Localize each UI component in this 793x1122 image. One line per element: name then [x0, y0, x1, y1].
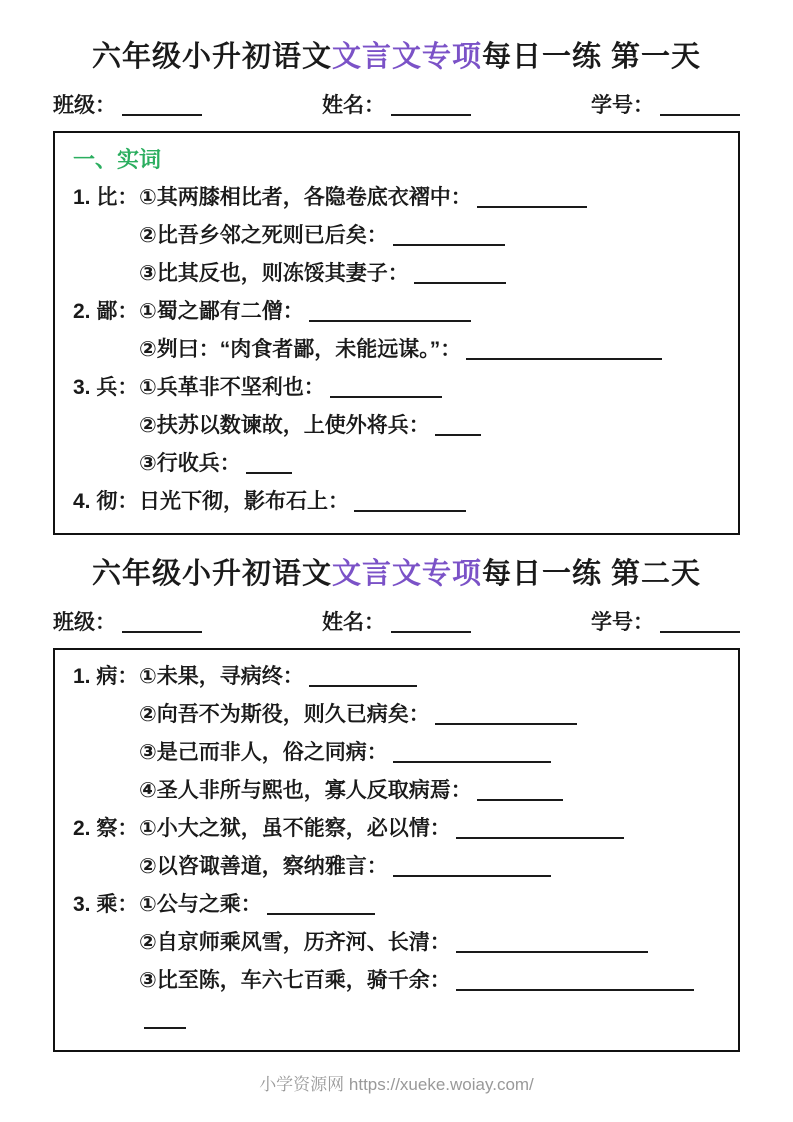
info-field — [591, 91, 740, 121]
exercise-item — [73, 483, 720, 521]
line-text: ①未果，寻病终： — [139, 664, 304, 688]
exercise-line — [139, 407, 720, 445]
line-text: ①蜀之鄙有二僧： — [139, 299, 304, 323]
line-text: ②自京师乘风雪，历齐河、长清： — [139, 930, 451, 954]
answer-blank-line — [330, 396, 442, 398]
line-text: ②刿曰：“肉食者鄙，未能远谋。”： — [139, 337, 462, 361]
worksheet-section — [53, 557, 740, 1052]
item-word: 病： — [96, 664, 139, 688]
item-lines — [139, 810, 720, 886]
exercise-line — [139, 962, 720, 1000]
exercise-item — [73, 179, 720, 293]
field-label: 班级： — [53, 610, 116, 634]
item-number: 4. — [73, 489, 91, 513]
item-label — [73, 810, 139, 886]
field-blank-line — [660, 114, 740, 116]
info-field — [591, 608, 740, 638]
exercise-line — [139, 217, 720, 255]
exercise-line — [139, 734, 720, 772]
answer-blank-line — [435, 434, 481, 436]
exercise-item — [73, 658, 720, 810]
title-text: 六年级小升初语文 — [91, 41, 332, 73]
line-text: ②向吾不为斯役，则久已病矣： — [139, 702, 430, 726]
exercise-line — [139, 696, 720, 734]
field-label: 姓名： — [322, 93, 385, 117]
item-word: 察： — [96, 816, 139, 840]
info-field — [322, 608, 471, 638]
item-word: 兵： — [96, 375, 139, 399]
exercise-line — [139, 658, 720, 696]
answer-blank-line — [309, 685, 417, 687]
field-blank-line — [391, 114, 471, 116]
info-field — [53, 91, 202, 121]
answer-blank-line — [246, 472, 292, 474]
answer-blank-line — [393, 761, 551, 763]
exercise-item — [73, 886, 720, 1038]
field-blank-line — [391, 631, 471, 633]
item-word: 彻： — [96, 489, 139, 513]
item-number: 3. — [73, 892, 91, 916]
item-number: 2. — [73, 816, 91, 840]
line-text: ②以咨诹善道，察纳雅言： — [139, 854, 388, 878]
line-text: ③是己而非人，俗之同病： — [139, 740, 388, 764]
info-field — [322, 91, 471, 121]
exercise-line — [139, 483, 720, 521]
exercise-line — [139, 810, 720, 848]
item-label — [73, 658, 139, 810]
item-label — [73, 179, 139, 293]
exercise-line — [139, 445, 720, 483]
line-text: ①公与之乘： — [139, 892, 262, 916]
footer-credit: 小学资源网 https://xueke.woiay.com/ — [259, 1074, 534, 1094]
item-lines — [139, 886, 720, 1038]
field-label: 姓名： — [322, 610, 385, 634]
item-label — [73, 483, 139, 521]
answer-blank-line — [477, 206, 587, 208]
answer-blank-line — [456, 989, 694, 991]
field-label: 班级： — [53, 93, 116, 117]
item-label — [73, 369, 139, 483]
exercise-line — [139, 179, 720, 217]
answer-blank-line — [393, 244, 505, 246]
exercise-line — [139, 1000, 720, 1038]
exercise-item — [73, 369, 720, 483]
line-text: ③行收兵： — [139, 451, 241, 475]
line-text: ④圣人非所与熙也，寡人反取病焉： — [139, 778, 472, 802]
answer-blank-line — [144, 1027, 186, 1029]
item-number: 3. — [73, 375, 91, 399]
field-label: 学号： — [591, 93, 654, 117]
field-blank-line — [122, 114, 202, 116]
answer-blank-line — [466, 358, 662, 360]
answer-blank-line — [309, 320, 471, 322]
field-blank-line — [122, 631, 202, 633]
item-word: 鄙： — [96, 299, 139, 323]
item-label — [73, 886, 139, 1038]
item-word: 乘： — [96, 892, 139, 916]
exercise-line — [139, 369, 720, 407]
worksheet-section — [53, 40, 740, 535]
title-highlight: 文言文专项 — [331, 557, 482, 590]
title-text-after: 每日一练 第一天 — [481, 41, 702, 73]
info-field — [53, 608, 202, 638]
sections-container — [53, 40, 740, 1052]
info-fields-row — [53, 608, 740, 638]
section-title — [53, 557, 740, 592]
title-text: 六年级小升初语文 — [91, 557, 332, 590]
exercise-box — [53, 131, 740, 535]
line-text: ①兵革非不坚利也： — [139, 375, 325, 399]
line-text: 日光下彻，影布石上： — [139, 489, 349, 513]
exercise-line — [139, 293, 720, 331]
item-number: 1. — [73, 664, 91, 688]
line-text: ①其两膝相比者，各隐卷底衣褶中： — [139, 185, 472, 209]
item-lines — [139, 483, 720, 521]
exercise-item — [73, 810, 720, 886]
field-blank-line — [660, 631, 740, 633]
title-text-after: 每日一练 第二天 — [481, 557, 702, 590]
item-number: 1. — [73, 185, 91, 209]
answer-blank-line — [456, 951, 648, 953]
answer-blank-line — [354, 510, 466, 512]
exercise-box — [53, 648, 740, 1052]
exercise-line — [139, 848, 720, 886]
item-lines — [139, 293, 720, 369]
answer-blank-line — [267, 913, 375, 915]
title-highlight: 文言文专项 — [331, 41, 482, 73]
section-header: 一、实词 — [73, 146, 162, 172]
line-text: ②比吾乡邻之死则已后矣： — [139, 223, 388, 247]
exercise-line — [139, 255, 720, 293]
answer-blank-line — [414, 282, 506, 284]
line-text: ③比其反也，则冻馁其妻子： — [139, 261, 409, 285]
info-fields-row — [53, 91, 740, 121]
line-text: ①小大之狱，虽不能察，必以情： — [139, 816, 451, 840]
line-text: ②扶苏以数谏故，上使外将兵： — [139, 413, 430, 437]
answer-blank-line — [456, 837, 624, 839]
exercise-line — [139, 924, 720, 962]
field-label: 学号： — [591, 610, 654, 634]
item-lines — [139, 369, 720, 483]
line-text: ③比至陈，车六七百乘，骑千余： — [139, 968, 451, 992]
exercise-line — [139, 772, 720, 810]
item-word: 比： — [96, 185, 139, 209]
exercise-item — [73, 293, 720, 369]
section-title — [53, 40, 740, 75]
exercise-line — [139, 886, 720, 924]
answer-blank-line — [435, 723, 577, 725]
answer-blank-line — [393, 875, 551, 877]
item-lines — [139, 179, 720, 293]
item-label — [73, 293, 139, 369]
answer-blank-line — [477, 799, 563, 801]
item-lines — [139, 658, 720, 810]
exercise-line — [139, 331, 720, 369]
item-number: 2. — [73, 299, 91, 323]
